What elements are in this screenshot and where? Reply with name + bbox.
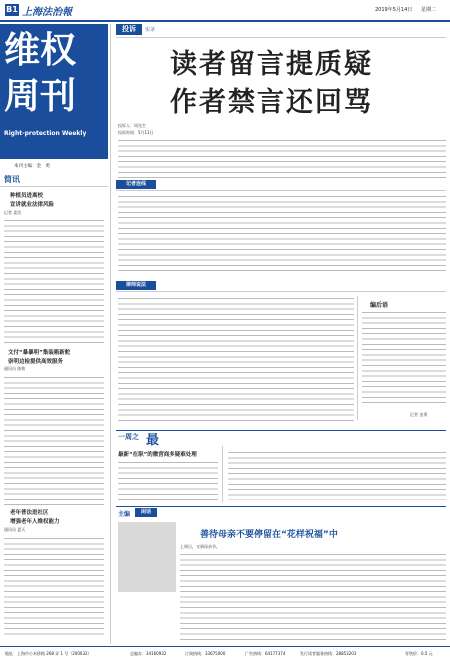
divider	[116, 291, 446, 292]
divider	[0, 186, 108, 187]
page-label: B1	[6, 5, 18, 14]
viewpoint-tag-2: 闲话	[135, 508, 157, 517]
editor-note-title: 编后语	[370, 302, 389, 309]
lawyer-byline: 记者 金勇	[410, 412, 428, 417]
masthead	[0, 0, 450, 22]
footer-price: 零售价：0.5 元	[405, 651, 433, 656]
complaint-tag: 投诉	[116, 24, 142, 35]
footer	[0, 649, 450, 663]
divider	[116, 37, 446, 38]
issue-weekday: 星期二	[421, 7, 437, 13]
divider	[222, 446, 223, 502]
editor-note-body	[362, 310, 446, 405]
brief-2-headline: 文付“暴暴明”集装箱新舵	[8, 350, 71, 356]
sidebar	[0, 172, 108, 644]
divider	[0, 646, 450, 647]
divider	[110, 24, 111, 644]
divider	[357, 296, 358, 420]
divider	[116, 430, 446, 431]
paper-name: 上海法治報	[22, 7, 72, 18]
masthead-rule	[0, 20, 450, 22]
divider	[116, 506, 446, 507]
reporter-body	[118, 194, 446, 274]
viewpoint-body	[180, 552, 446, 642]
weekly-prefix: 一周之	[118, 433, 139, 441]
column-english: Right-protection Weekly	[4, 130, 87, 137]
brief-1-subheadline: 宣讲就业法律风险	[10, 202, 55, 208]
brief-2-byline: 通讯员 陈敏	[4, 366, 26, 371]
weekly-body-a	[118, 460, 218, 500]
brief-2-body	[4, 375, 104, 507]
brief-3-body	[4, 536, 104, 636]
brief-3-byline: 通讯员 夏天	[4, 527, 26, 532]
weekly-body-b	[228, 450, 446, 500]
viewpoint-tag: 主编	[118, 511, 131, 518]
sidebar-section-label: 简讯	[4, 175, 20, 184]
lawyer-body	[118, 296, 354, 424]
complaint-headline-1: 读者留言提质疑	[170, 49, 373, 80]
lawyer-tag: 律师说法	[116, 281, 156, 290]
column-title-line2: 周刊	[4, 76, 77, 117]
brief-1-headline: 种植员进离校	[10, 193, 44, 199]
reporter-tag: 记者连线	[116, 180, 156, 189]
complaint-byline-1: 投诉人：周先生	[118, 123, 146, 128]
brief-2-subheadline: 崇明边检提供高效服务	[8, 359, 64, 365]
complaint-headline-2: 作者禁言还回骂	[170, 87, 373, 118]
weekly-char: 最	[146, 433, 160, 448]
brief-1-byline: 记者 姜浩	[4, 210, 22, 215]
columnist-photo	[118, 522, 176, 592]
weekly-item-a: 最新“在职”的微营商多疑难处理	[118, 452, 197, 458]
complaint-byline-2: 投诉时间：5月11日	[118, 130, 154, 135]
footer-ads: 广告热线：64177374	[245, 651, 286, 656]
brief-1-body	[4, 218, 104, 343]
brief-3-subheadline: 增强老年人维权能力	[10, 519, 60, 525]
footer-desk: 总编办：34160932	[130, 651, 167, 656]
column-editor: 本刊主编：金 勇	[14, 164, 50, 169]
column-title-line1: 维权	[4, 30, 77, 71]
brief-3-headline: 老年普法进社区	[10, 510, 49, 516]
viewpoint-headline: 善待母亲不要停留在“花样祝福”中	[200, 530, 338, 540]
column-title-block	[0, 24, 108, 159]
viewpoint-caption: 上周日，又到母亲节。	[180, 544, 220, 549]
footer-address: 地址：上海市小木桥路 268 弄 1 号（200032）	[5, 651, 92, 656]
divider	[116, 190, 446, 191]
footer-cs: 发行读者服务热线：28853203	[300, 651, 357, 656]
complaint-body	[118, 138, 446, 178]
complaint-tag-sub: 实录	[145, 27, 156, 33]
issue-date: 2019年5月14日	[375, 7, 413, 13]
footer-subscribe: 订阅热线：33675000	[185, 651, 226, 656]
